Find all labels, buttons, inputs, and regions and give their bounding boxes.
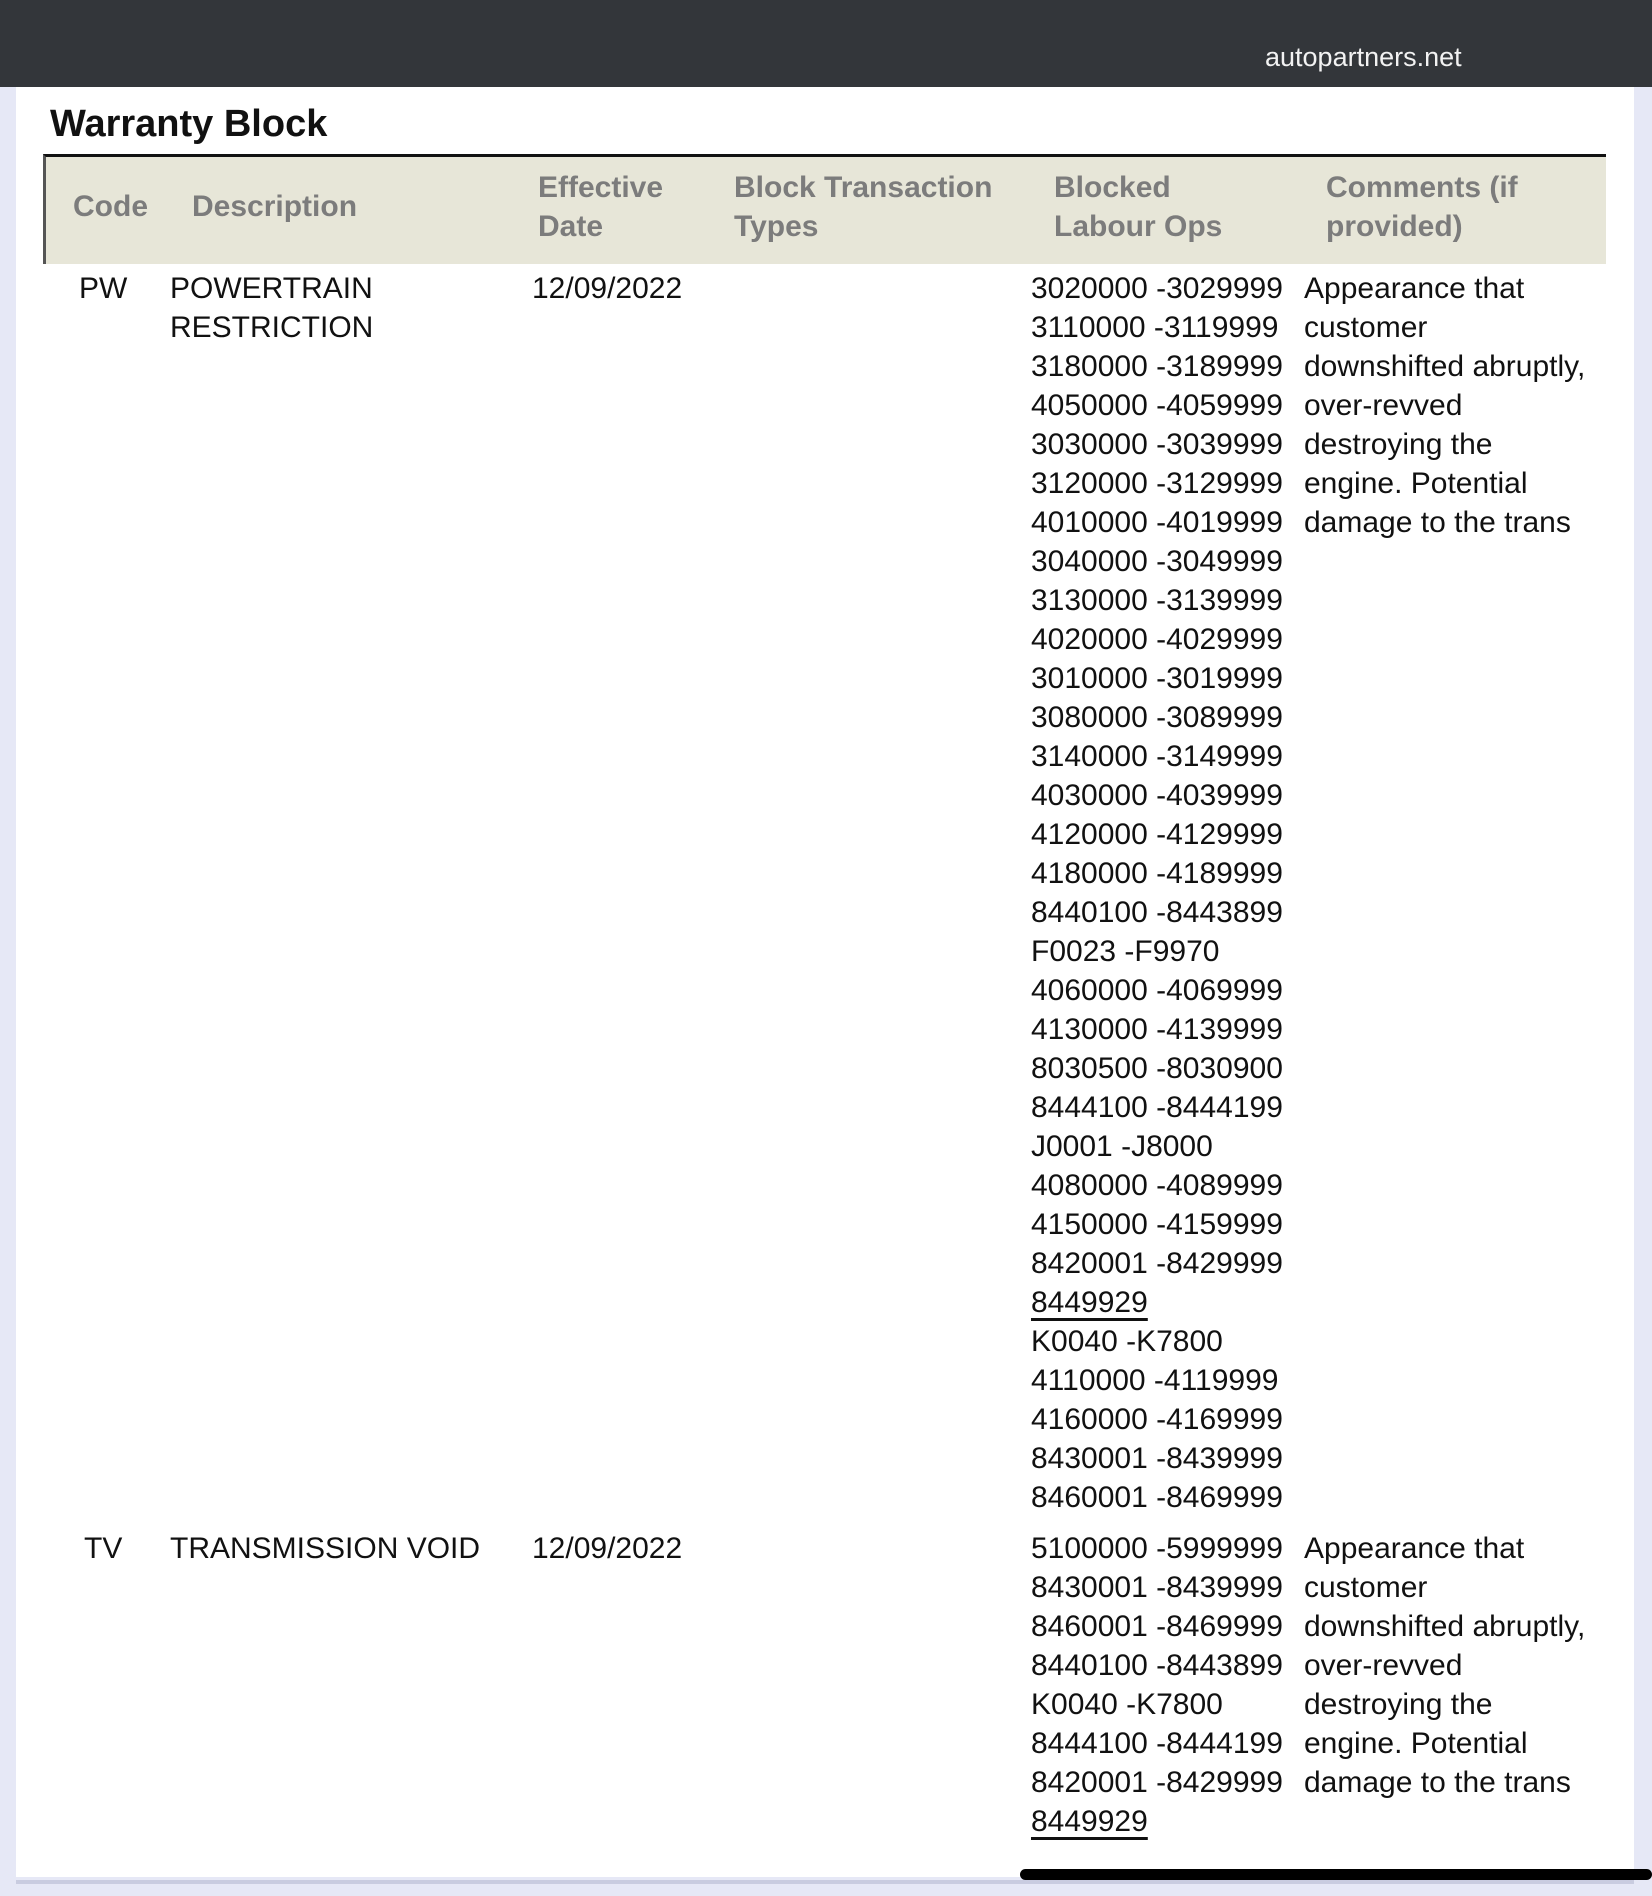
labour-op-item: 4050000 -4059999: [1031, 389, 1283, 422]
labour-op-item: 8440100 -8443899: [1031, 1649, 1283, 1682]
labour-op-item: 4130000 -4139999: [1031, 1013, 1283, 1046]
labour-op-item: 4160000 -4169999: [1031, 1403, 1283, 1436]
labour-op-item: 4010000 -4019999: [1031, 506, 1283, 539]
labour-op-item: 3020000 -3029999: [1031, 272, 1283, 305]
page-title: Warranty Block: [50, 103, 328, 145]
row-labour-ops: [1031, 1529, 1283, 1841]
row-comments: Appearance that customer downshifted abruptly, over-revved destroying the engine. Potential damage to the trans: [1304, 272, 1586, 539]
labour-op-item: 4110000 -4119999: [1031, 1364, 1279, 1397]
labour-op-item: 8420001 -8429999: [1031, 1766, 1283, 1799]
labour-op-item: K0040 -K7800: [1031, 1325, 1223, 1358]
labour-op-item: 8440100 -8443899: [1031, 896, 1283, 929]
labour-op-item: 8449929: [1031, 1286, 1148, 1319]
labour-op-item: 5100000 -5999999: [1031, 1532, 1283, 1565]
header-code: Code: [73, 190, 148, 223]
labour-op-item: 8430001 -8439999: [1031, 1571, 1283, 1604]
labour-op-item: 4150000 -4159999: [1031, 1208, 1283, 1241]
labour-op-item: 4020000 -4029999: [1031, 623, 1283, 656]
labour-op-item: 8460001 -8469999: [1031, 1481, 1283, 1514]
labour-op-item: J0001 -J8000: [1031, 1130, 1213, 1163]
row-code: PW: [79, 272, 128, 305]
labour-op-item: 8420001 -8429999: [1031, 1247, 1283, 1280]
labour-op-item: 4180000 -4189999: [1031, 857, 1283, 890]
labour-op-item: 3080000 -3089999: [1031, 701, 1283, 734]
labour-op-item: 3110000 -3119999: [1031, 311, 1279, 344]
labour-op-item: 8444100 -8444199: [1031, 1727, 1283, 1760]
labour-op-item: 3180000 -3189999: [1031, 350, 1283, 383]
labour-op-item: F0023 -F9970: [1031, 935, 1220, 968]
row-description: TRANSMISSION VOID: [170, 1532, 481, 1565]
labour-op-item: 4080000 -4089999: [1031, 1169, 1283, 1202]
labour-op-item: 4030000 -4039999: [1031, 779, 1283, 812]
labour-op-item: 3030000 -3039999: [1031, 428, 1283, 461]
labour-op-item: 8449929: [1031, 1805, 1148, 1838]
labour-op-item: 3130000 -3139999: [1031, 584, 1283, 617]
row-comments: Appearance that customer downshifted abruptly, over-revved destroying the engine. Potential damage to the trans: [1304, 1532, 1586, 1799]
row-effective-date: 12/09/2022: [532, 1532, 683, 1565]
labour-op-item: 4120000 -4129999: [1031, 818, 1283, 851]
header-blocked-labour-ops: Blocked Labour Ops: [1054, 171, 1223, 243]
header-comments: Comments (if provided): [1326, 171, 1518, 243]
browser-address-bar: [0, 0, 1652, 87]
labour-op-item: 8444100 -8444199: [1031, 1091, 1283, 1124]
row-code: TV: [84, 1532, 123, 1565]
page-bottom-edge: [16, 1880, 1634, 1884]
header-block-transaction-types: Block Transaction Types: [734, 171, 993, 243]
labour-op-item: 3140000 -3149999: [1031, 740, 1283, 773]
labour-op-item: 8430001 -8439999: [1031, 1442, 1283, 1475]
labour-op-item: 3040000 -3049999: [1031, 545, 1283, 578]
horizontal-scrollbar[interactable]: [1020, 1869, 1652, 1880]
header-effective-date: Effective Date: [538, 171, 664, 243]
url-text[interactable]: autopartners.net: [1265, 42, 1462, 72]
row-labour-ops: [1031, 269, 1283, 1517]
labour-op-item: K0040 -K7800: [1031, 1688, 1223, 1721]
labour-op-item: 8030500 -8030900: [1031, 1052, 1283, 1085]
row-description: POWERTRAIN RESTRICTION: [170, 272, 374, 344]
labour-op-item: 4060000 -4069999: [1031, 974, 1283, 1007]
row-effective-date: 12/09/2022: [532, 272, 683, 305]
labour-op-item: 3120000 -3129999: [1031, 467, 1283, 500]
header-description: Description: [192, 190, 358, 223]
labour-op-item: 3010000 -3019999: [1031, 662, 1283, 695]
page-content: [16, 87, 1634, 1877]
labour-op-item: 8460001 -8469999: [1031, 1610, 1283, 1643]
